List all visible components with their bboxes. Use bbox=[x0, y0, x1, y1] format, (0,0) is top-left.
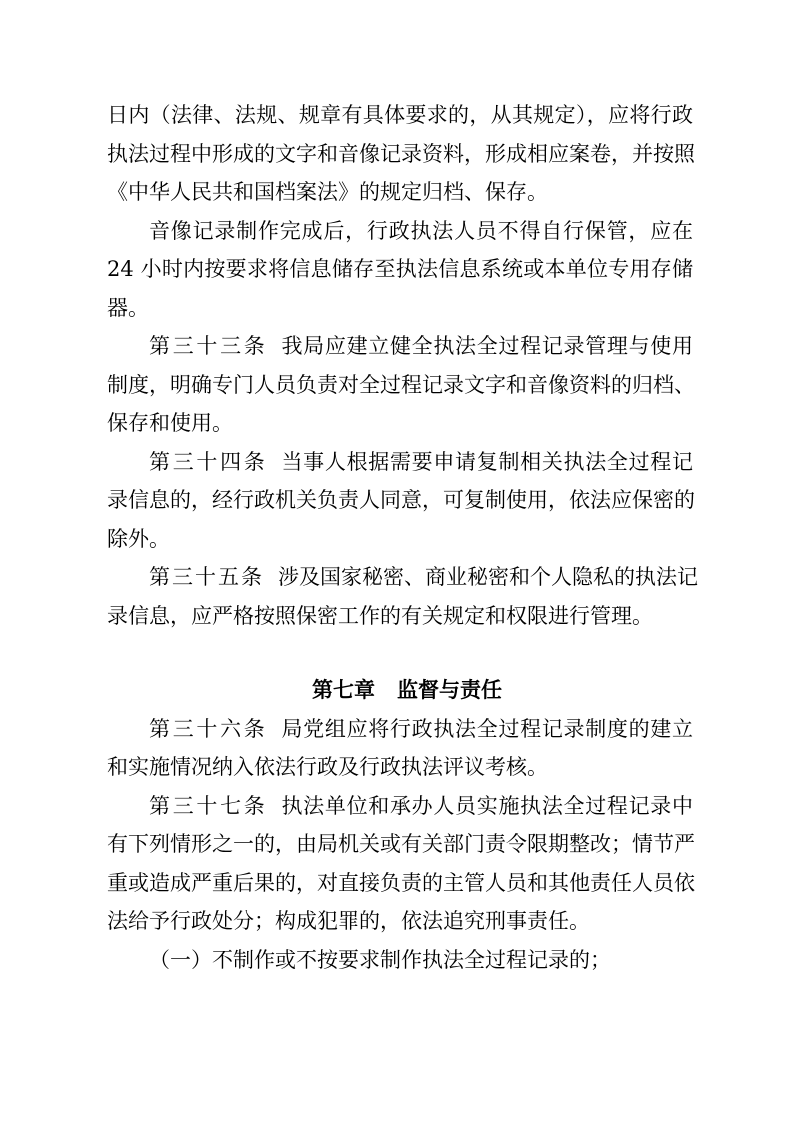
line-text: （一）不制作或不按要求制作执法全过程记录的； bbox=[149, 947, 611, 972]
paragraph bbox=[107, 96, 693, 212]
text-line bbox=[107, 404, 693, 443]
line-text: 执法过程中形成的文字和音像记录资料，形成相应案卷，并按照 bbox=[107, 141, 695, 166]
paragraph bbox=[107, 443, 693, 559]
text-line bbox=[107, 96, 693, 135]
text-line bbox=[107, 520, 693, 559]
text-line bbox=[107, 558, 698, 597]
body-text-before-chapter bbox=[107, 96, 698, 635]
line-text: 和实施情况纳入依法行政及行政执法评议考核。 bbox=[107, 755, 548, 779]
text-line bbox=[107, 289, 693, 328]
line-text: 除外。 bbox=[107, 526, 170, 551]
line-text: 录信息，应严格按照保密工作的有关规定和权限进行管理。 bbox=[107, 603, 653, 628]
line-text: 重或造成严重后果的，对直接负责的主管人员和其他责任人员依 bbox=[107, 870, 695, 895]
paragraph bbox=[107, 558, 698, 635]
line-text: 局党组应将行政执法全过程记录制度的建立 bbox=[281, 716, 694, 741]
text-line bbox=[107, 787, 693, 826]
body-text-after-chapter bbox=[107, 710, 693, 980]
chapter-number: 第七章 bbox=[312, 678, 375, 702]
text-line bbox=[107, 481, 693, 520]
paragraph bbox=[107, 941, 693, 980]
article-number: 第三十三条 bbox=[149, 334, 268, 358]
text-line bbox=[107, 864, 693, 903]
text-line bbox=[107, 250, 693, 289]
text-line bbox=[107, 443, 693, 482]
text-line bbox=[107, 173, 693, 212]
paragraph bbox=[107, 212, 693, 328]
article-number: 第三十六条 bbox=[149, 716, 268, 741]
text-line bbox=[107, 597, 693, 636]
chapter-heading bbox=[107, 671, 693, 710]
line-text: 当事人根据需要申请复制相关执法全过程记 bbox=[281, 449, 694, 474]
text-line bbox=[107, 825, 693, 864]
line-text: 保存和使用。 bbox=[107, 411, 233, 435]
line-text: 制度，明确专门人员负责对全过程记录文字和音像资料的归档、 bbox=[107, 372, 695, 397]
line-text: 《中华人民共和国档案法》的规定归档、保存。 bbox=[107, 180, 548, 204]
line-text: 执法单位和承办人员实施执法全过程记录中 bbox=[281, 793, 694, 818]
article-number: 第三十五条 bbox=[149, 565, 264, 589]
article-number: 第三十四条 bbox=[149, 449, 268, 474]
text-line bbox=[107, 212, 693, 251]
line-text: 器。 bbox=[107, 295, 149, 320]
text-line bbox=[107, 366, 693, 405]
text-line bbox=[107, 902, 693, 941]
text-line bbox=[107, 710, 693, 749]
line-text: 法给予行政处分；构成犯罪的，依法追究刑事责任。 bbox=[107, 909, 590, 933]
text-line bbox=[107, 941, 693, 980]
text-line bbox=[107, 748, 693, 787]
line-text: 录信息的，经行政机关负责人同意，可复制使用，依法应保密的 bbox=[107, 488, 695, 512]
text-line bbox=[107, 327, 693, 366]
line-text: 涉及国家秘密、商业秘密和个人隐私的执法记 bbox=[278, 565, 698, 589]
line-text: 有下列情形之一的，由局机关或有关部门责令限期整改；情节严 bbox=[107, 832, 695, 856]
paragraph bbox=[107, 327, 693, 443]
line-text: 音像记录制作完成后，行政执法人员不得自行保管，应在 bbox=[149, 218, 693, 243]
text-line bbox=[107, 135, 693, 174]
line-text: 我局应建立健全执法全过程记录管理与使用 bbox=[281, 334, 694, 358]
line-text: 日内（法律、法规、规章有具体要求的，从其规定），应将行政 bbox=[107, 103, 693, 127]
paragraph bbox=[107, 787, 693, 941]
paragraph bbox=[107, 710, 693, 787]
chapter-title: 监督与责任 bbox=[397, 678, 502, 702]
article-number: 第三十七条 bbox=[149, 793, 268, 818]
line-text: 24 小时内按要求将信息储存至执法信息系统或本单位专用存储 bbox=[107, 257, 693, 281]
